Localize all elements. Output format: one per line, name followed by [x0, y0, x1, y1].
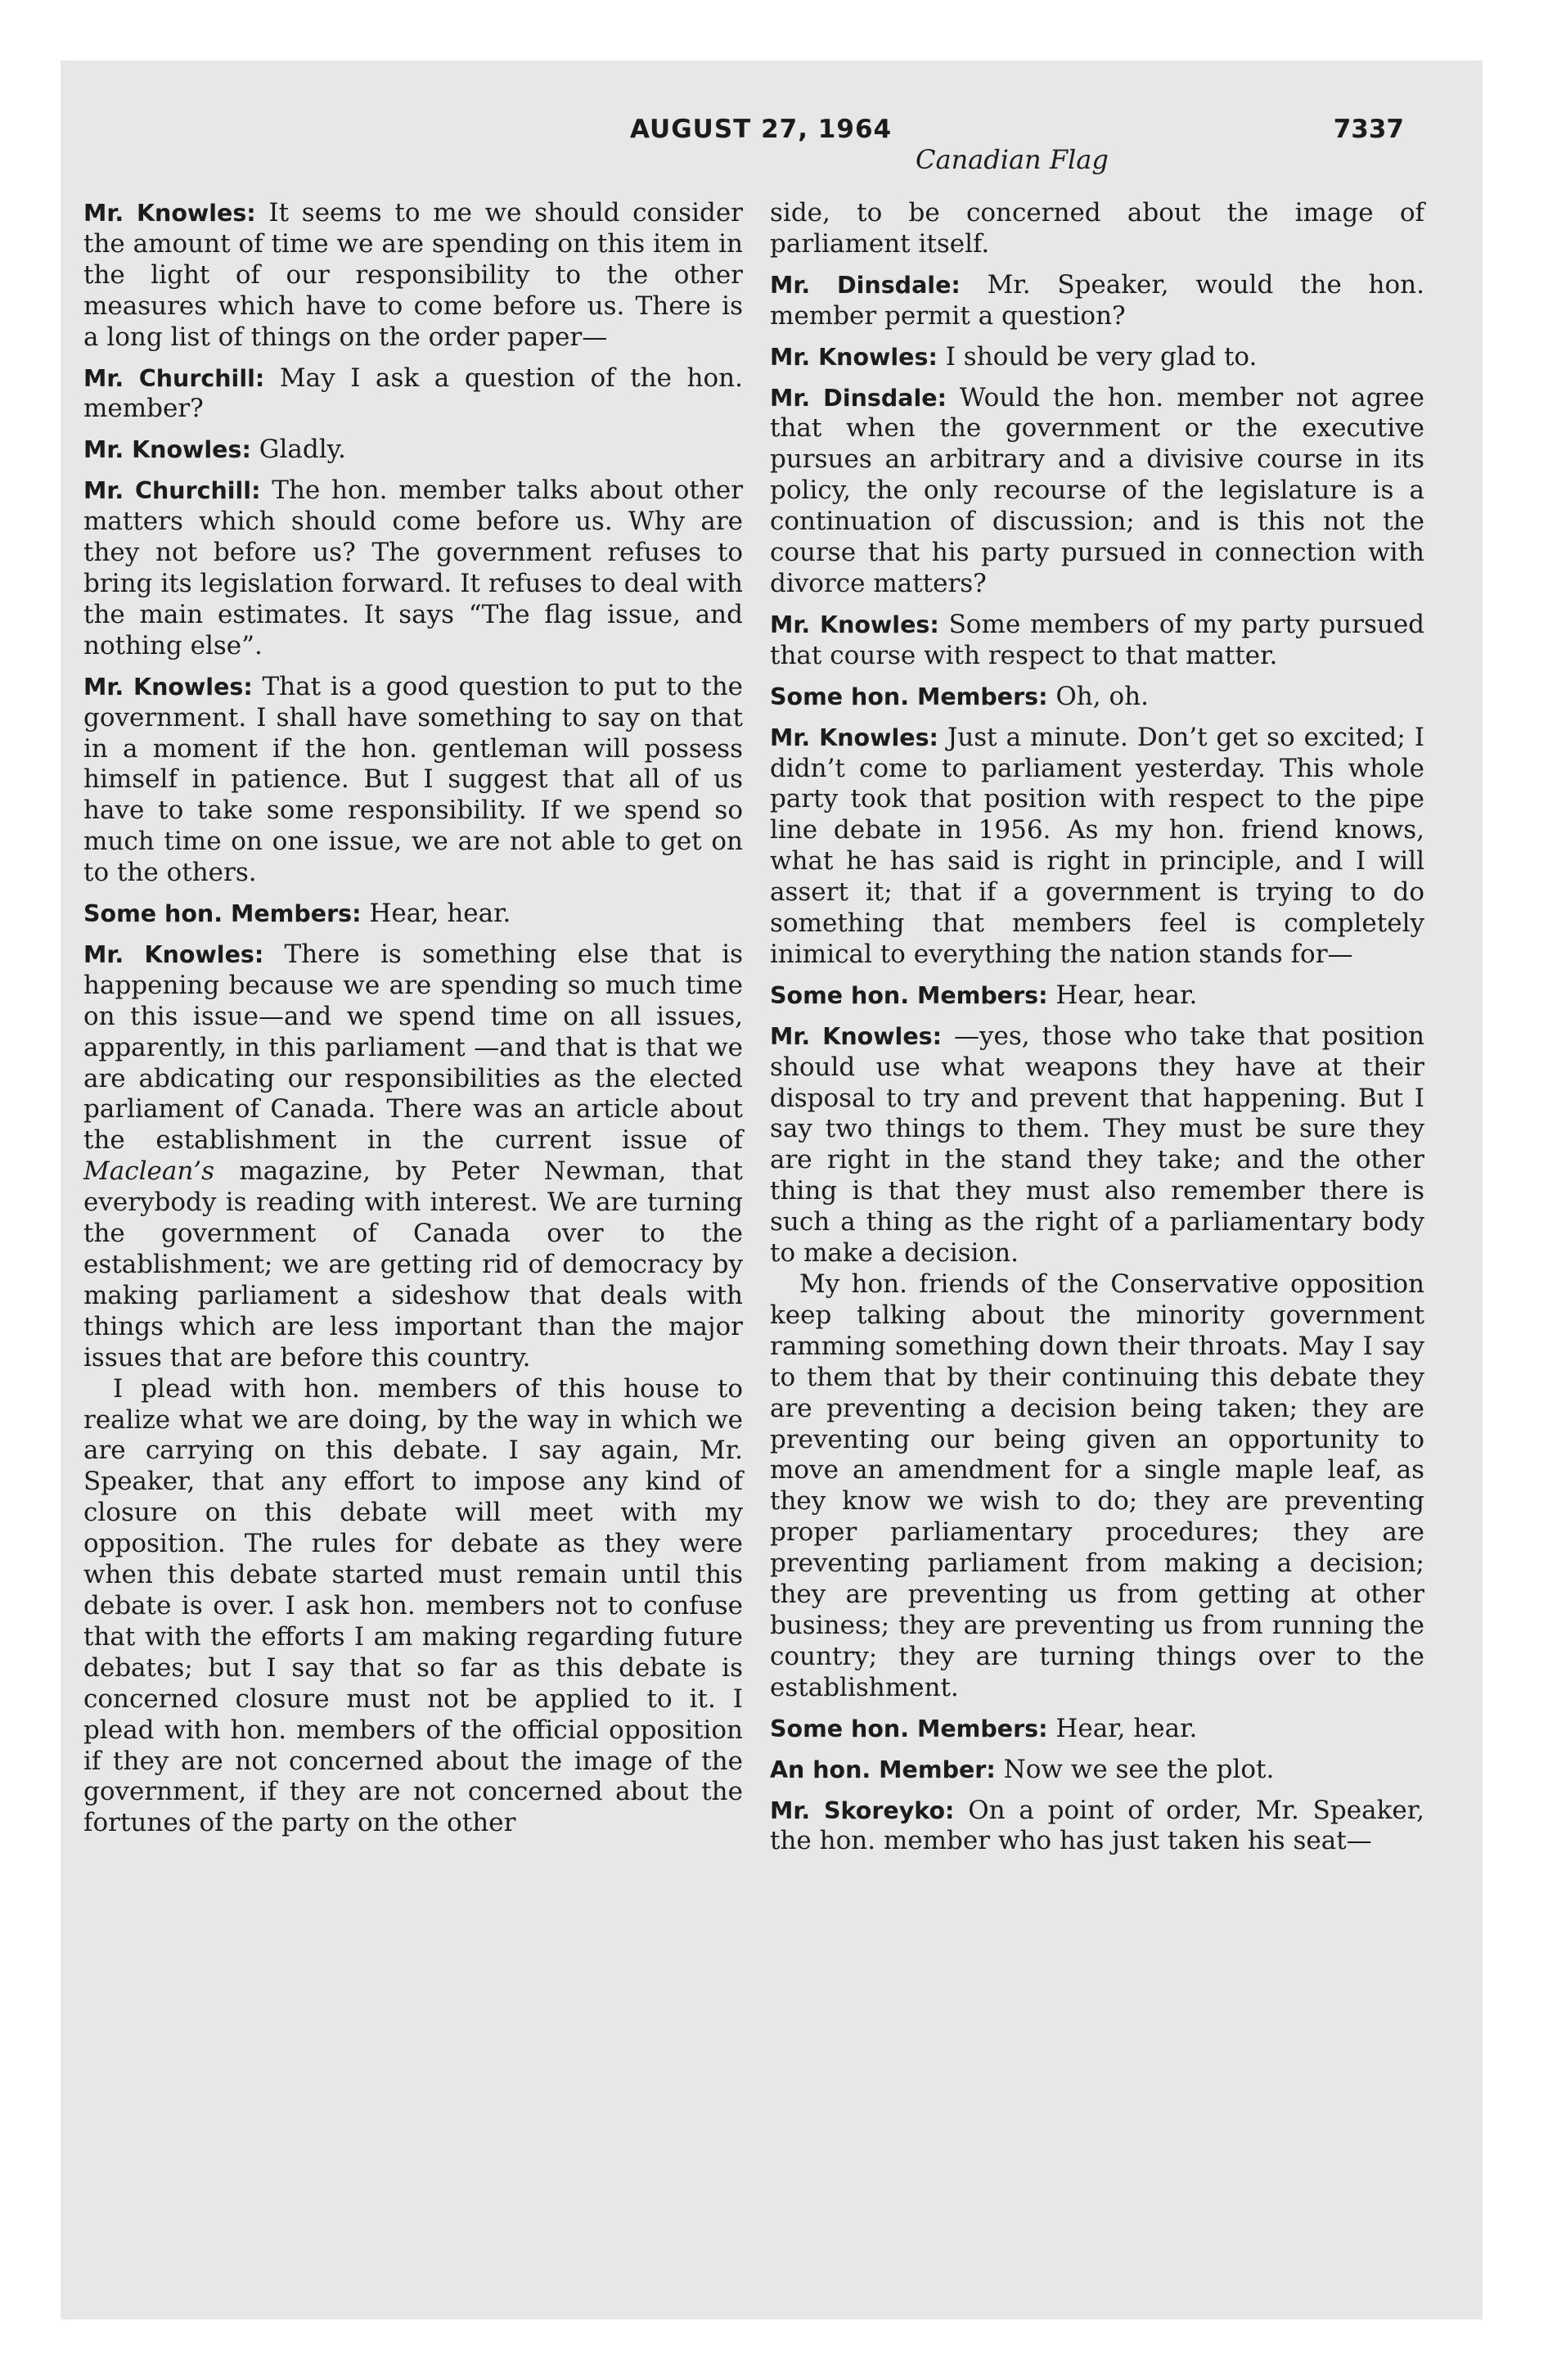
speech-text: Some members of my party pursued that course with respect to that matter.: [770, 609, 1425, 670]
speech-text: That is a good question to put to the government. I shall have something to say on that in a moment if the hon. gentleman will possess himself in patience. But I suggest that all of us have to take some responsibility. If we spend so much time on one issue, we are not able to get on to the others.: [83, 671, 743, 888]
speech-paragraph: [770, 270, 1424, 332]
speaker-name: Mr. Knowles:: [83, 673, 253, 701]
speech-text: There is something else that is happening because we are spending so much time on this issue—and we spend time on all issues, apparently, in this parliament —and that is that we are abdicating our responsibilities as the elected parliament of Canada. There was an article about the establishment in the current issue of: [83, 939, 744, 1156]
speech-text: Oh, oh.: [1055, 681, 1149, 711]
speech-paragraph: [83, 476, 743, 661]
page-number: 7337: [1333, 115, 1404, 144]
left-column: [83, 198, 743, 1849]
speech-paragraph: [770, 980, 1424, 1012]
page-date: AUGUST 27, 1964: [630, 115, 893, 144]
speech-text: —yes, those who take that position should use what weapons they have at their disposal to try and prevent that happening. But I say two things to them. They must be sure they are right in the stand they take; and the other thing is that they must also remember there is such a thing as the right of a parliamentary body to make a decision.: [770, 1021, 1424, 1269]
speech-paragraph: [770, 610, 1424, 672]
speaker-name: Some hon. Members:: [770, 683, 1048, 710]
speech-text: Hear, hear.: [1055, 1713, 1198, 1743]
speaker-name: Mr. Dinsdale:: [770, 384, 947, 412]
speech-paragraph: [770, 1021, 1424, 1269]
speech-paragraph: [770, 1755, 1424, 1786]
speaker-name: Mr. Knowles:: [83, 200, 256, 227]
speaker-name: Mr. Churchill:: [83, 364, 265, 392]
speaker-name: Mr. Dinsdale:: [770, 271, 961, 299]
speech-paragraph: [770, 1714, 1424, 1745]
speech-paragraph: [83, 1374, 743, 1840]
speech-paragraph: [83, 363, 743, 426]
speech-text: May I ask a question of the hon. member?: [83, 363, 744, 424]
speech-text: The hon. member talks about other matters which should come before us. Why are they not before us? The government refuses to bring its legislation forward. It refuses to deal with the main estimates. It says “The flag issue, and nothing else”.: [83, 476, 744, 660]
speech-paragraph: [770, 682, 1424, 713]
speech-paragraph: [770, 383, 1424, 600]
speech-text: Hear, hear.: [1055, 980, 1198, 1010]
speech-paragraph: [83, 198, 743, 354]
section-title: Canadian Flag: [916, 144, 1109, 175]
speaker-name: Mr. Knowles:: [770, 611, 939, 638]
speech-text: Mr. Speaker, would the hon. member permit a question?: [770, 269, 1424, 331]
right-column: [770, 198, 1424, 1867]
speech-paragraph: [83, 940, 743, 1374]
speech-paragraph: [83, 672, 743, 889]
speaker-name: Mr. Knowles:: [83, 436, 251, 464]
speech-text: Just a minute. Don’t get so excited; I didn’t come to parliament yesterday. This whole party took that position with respect to the pipe line debate in 1956. As my hon. friend knows, what he has said is right in principle, and I will assert it; that if a government is trying to do something that members feel is completely inimical to everything the nation stands for—: [770, 722, 1425, 969]
speaker-name: Mr. Skoreyko:: [770, 1796, 955, 1824]
speaker-name: Some hon. Members:: [770, 1715, 1048, 1742]
magazine-title: Maclean’s: [83, 1156, 215, 1187]
speaker-name: Mr. Knowles:: [770, 723, 938, 751]
speech-paragraph: [770, 723, 1424, 971]
speech-text: My hon. friends of the Conservative opposition keep talking about the minority government ramming something down their throats. May I say to them that by their continuing this debate they are preventing a decision being taken; they are preventing our being given an opportunity to move an amendment for a single maple leaf, as they know we wish to do; they are preventing proper parliamentary procedures; they are preventing parliament from making a decision; they are preventing us from getting at other business; they are preventing us from running the country; they are turning things over to the establishment.: [770, 1269, 1424, 1702]
speech-text: magazine, by Peter Newman, that everybody is reading with interest. We are turning the government of Canada over to the establishment; we are getting rid of democracy by making parliament a sideshow that deals with things which are less important than the major issues that are before this country.: [83, 1156, 743, 1373]
speaker-name: Some hon. Members:: [770, 981, 1048, 1009]
speech-text: Gladly.: [259, 435, 346, 465]
speaker-name: Mr. Knowles:: [770, 343, 938, 371]
speech-text: Now we see the plot.: [1003, 1754, 1275, 1784]
hansard-page: [61, 61, 1483, 2319]
speech-paragraph: [770, 1796, 1424, 1858]
speech-text: I plead with hon. members of this house to realize what we are doing, by the way in which we are carrying on this debate. I say again, Mr. Speaker, that any effort to impose any kind of closure on this debate will meet with my opposition. The rules for debate as they were when this debate started must remain until this debate is over. I ask hon. members not to confuse that with the efforts I am making regarding future debates; but I say that so far as this debate is concerned closure must not be applied to it. I plead with hon. members of the official opposition if they are not concerned about the image of the government, if they are not concerned about the fortunes of the party on the other: [83, 1373, 743, 1838]
speech-paragraph: [83, 435, 743, 466]
speaker-name: Mr. Churchill:: [83, 477, 261, 505]
speech-text: It seems to me we should consider the amount of time we are spending on this item in the light of our responsibility to the other measures which have to come before us. There is a long list of things on the order paper—: [83, 198, 743, 352]
speech-paragraph: [770, 342, 1424, 373]
speech-paragraph: [770, 198, 1424, 260]
speaker-name: An hon. Member:: [770, 1756, 996, 1783]
speaker-name: Mr. Knowles:: [770, 1022, 943, 1050]
speech-text: Would the hon. member not agree that when the government or the executive pursues an arbitrary and a divisive course in its policy, the only recourse of the legislature is a continuation of discussion; and is this not the course that his party pursued in connection with divorce matters?: [770, 382, 1424, 598]
speech-text: I should be very glad to.: [945, 341, 1258, 372]
speech-paragraph: [83, 899, 743, 930]
speaker-name: Mr. Knowles:: [83, 940, 264, 968]
speech-text: Hear, hear.: [369, 899, 511, 929]
speech-text: side, to be concerned about the image of parliament itself.: [770, 198, 1424, 259]
speech-text: On a point of order, Mr. Speaker, the hon. member who has just taken his seat—: [770, 1795, 1424, 1856]
speaker-name: Some hon. Members:: [83, 900, 362, 928]
speech-paragraph: [770, 1269, 1424, 1704]
